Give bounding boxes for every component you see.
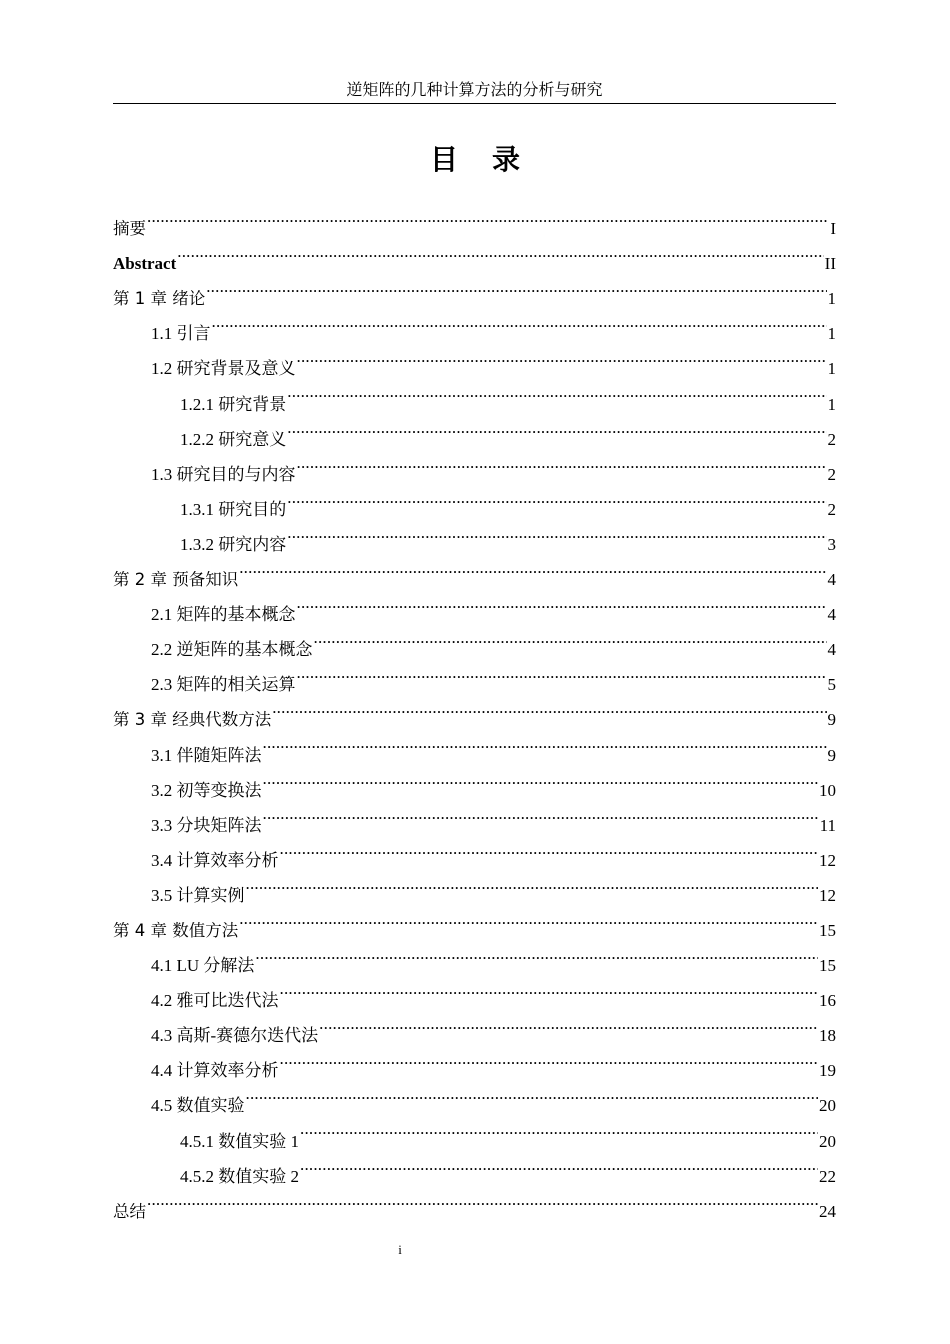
toc-entry[interactable] [113, 339, 836, 379]
toc-entry-label: 3.5 计算实例 [151, 885, 245, 905]
toc-entry-page: 2 [827, 499, 836, 519]
toc-entry-label: 2.1 矩阵的基本概念 [151, 605, 296, 625]
dot-leader [263, 796, 819, 831]
dot-leader [297, 339, 827, 374]
toc-entry-page: 4 [827, 570, 836, 590]
toc-entry-label: 4.3 高斯-赛德尔迭代法 [151, 1026, 319, 1046]
header-rule [113, 103, 836, 104]
toc-entry-page: 18 [819, 1026, 836, 1046]
dot-leader [297, 655, 827, 690]
dot-leader [263, 725, 827, 760]
dot-leader [280, 831, 819, 866]
toc-entry-page: 4 [827, 605, 836, 625]
toc-entry-label: 摘要 [113, 219, 146, 239]
toc-entry-page: 16 [819, 991, 836, 1011]
toc-entry-label: 1.2.2 研究意义 [180, 429, 287, 449]
dot-leader [263, 761, 819, 796]
toc-entry-label: 第 4 章 数值方法 [113, 920, 239, 940]
dot-leader [239, 901, 818, 936]
toc-entry-page: 12 [819, 885, 836, 905]
dot-leader [246, 866, 819, 901]
toc-entry-label: 1.1 引言 [151, 324, 211, 344]
toc-entry-label: 4.4 计算效率分析 [151, 1061, 279, 1081]
toc-entry[interactable] [113, 199, 836, 239]
toc-entry[interactable] [113, 1182, 836, 1221]
dot-leader [314, 620, 827, 655]
toc-entry-page: 10 [819, 780, 836, 800]
toc-entry-label: 4.1 LU 分解法 [151, 956, 255, 976]
dot-leader [280, 971, 819, 1006]
dot-leader [287, 374, 826, 409]
toc-entry-page: 1 [827, 359, 836, 379]
toc-entry-label: 2.2 逆矩阵的基本概念 [151, 640, 313, 660]
toc-entry-page: 24 [819, 1201, 836, 1221]
running-header: 逆矩阵的几种计算方法的分析与研究 [346, 80, 603, 99]
toc-entry-label: 4.5.1 数值实验 1 [180, 1131, 299, 1151]
toc-entry-label: 1.2 研究背景及意义 [151, 359, 296, 379]
dot-leader [280, 1041, 819, 1076]
dot-leader [255, 936, 818, 971]
dot-leader [297, 585, 827, 620]
toc-entry-page: 1 [827, 394, 836, 414]
toc-entry-label: 1.2.1 研究背景 [180, 394, 287, 414]
toc-entry-page: 22 [819, 1166, 836, 1186]
toc-entry-page: 1 [827, 289, 836, 309]
toc-entry[interactable] [113, 304, 836, 344]
dot-leader [300, 1111, 818, 1146]
toc-entry-page: 19 [819, 1061, 836, 1081]
toc-entry-label: 4.5 数值实验 [151, 1096, 245, 1116]
toc-entry-label: 4.5.2 数值实验 2 [180, 1166, 299, 1186]
page-number: i [398, 1242, 402, 1257]
toc-entry-page: 15 [819, 920, 836, 940]
toc-entry-label: 1.3.2 研究内容 [180, 534, 287, 554]
toc-entry-page: 15 [819, 956, 836, 976]
toc-entry-page: 2 [827, 464, 836, 484]
dot-leader [287, 480, 826, 515]
dot-leader [212, 304, 827, 339]
toc-entry-label: 1.3.1 研究目的 [180, 499, 287, 519]
toc-entry-page: 3 [827, 534, 836, 554]
toc-entry-label: 3.3 分块矩阵法 [151, 815, 262, 835]
dot-leader [300, 1147, 818, 1182]
toc-entry-page: 11 [819, 815, 836, 835]
dot-leader [147, 199, 829, 234]
toc-entry-label: 4.2 雅可比迭代法 [151, 991, 279, 1011]
dot-leader [272, 690, 826, 725]
dot-leader [287, 515, 826, 550]
dot-leader [177, 234, 823, 269]
toc-entry-page: I [830, 219, 836, 239]
dot-leader [246, 1076, 819, 1111]
toc-entry-page: II [824, 254, 836, 274]
dot-leader [287, 410, 826, 445]
toc-entry-label: 第 1 章 绪论 [113, 289, 206, 309]
toc-entry-page: 5 [827, 675, 836, 695]
toc-entry-label: 总结 [113, 1201, 146, 1221]
dot-leader [297, 445, 827, 480]
dot-leader [239, 550, 826, 585]
toc-entry-label: 第 2 章 预备知识 [113, 570, 239, 590]
toc-entry-label: 2.3 矩阵的相关运算 [151, 675, 296, 695]
toc-entry-label: Abstract [113, 254, 177, 274]
dot-leader [319, 1006, 818, 1041]
toc-title: 目录 [429, 143, 554, 176]
toc-entry[interactable] [113, 269, 836, 309]
toc-entry-page: 20 [819, 1096, 836, 1116]
toc-entry-page: 1 [827, 324, 836, 344]
toc-entry-label: 1.3 研究目的与内容 [151, 464, 296, 484]
toc-entry[interactable] [113, 234, 836, 274]
table-of-contents [113, 199, 836, 1221]
dot-leader [147, 1182, 818, 1217]
toc-entry-page: 9 [827, 745, 836, 765]
toc-entry-label: 3.4 计算效率分析 [151, 850, 279, 870]
dot-leader [206, 269, 826, 304]
toc-entry-page: 20 [819, 1131, 836, 1151]
toc-entry-page: 9 [827, 710, 836, 730]
toc-entry-page: 2 [827, 429, 836, 449]
toc-entry-page: 12 [819, 850, 836, 870]
toc-entry-label: 第 3 章 经典代数方法 [113, 710, 272, 730]
toc-entry-label: 3.1 伴随矩阵法 [151, 745, 262, 765]
toc-entry-label: 3.2 初等变换法 [151, 780, 262, 800]
toc-entry-page: 4 [827, 640, 836, 660]
